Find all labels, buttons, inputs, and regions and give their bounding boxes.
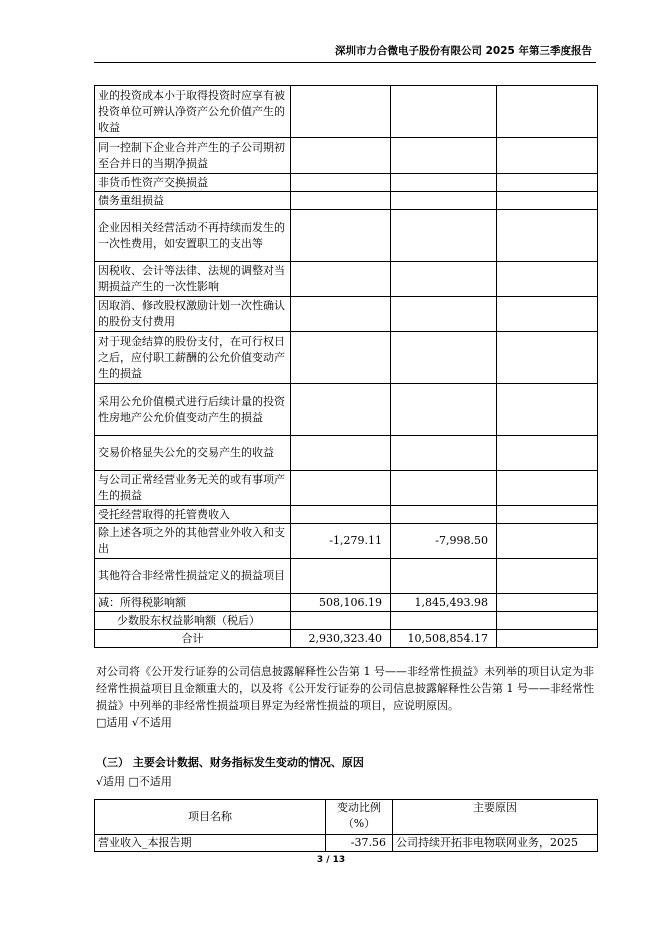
table-row xyxy=(95,138,598,174)
table-row xyxy=(95,262,598,297)
ytd-value xyxy=(391,174,497,192)
note-cell xyxy=(497,612,598,630)
note-cell xyxy=(497,262,598,297)
note-cell xyxy=(497,174,598,192)
current-value xyxy=(291,138,391,174)
note-cell xyxy=(497,138,598,174)
row-label: 因税收、会计等法律、法规的调整对当期损益产生的一次性影响 xyxy=(95,262,291,297)
table-row xyxy=(95,297,598,332)
current-value xyxy=(291,384,391,436)
row-label: 非货币性资产交换损益 xyxy=(95,174,291,192)
current-value xyxy=(291,612,391,630)
table-header-row xyxy=(95,800,598,835)
ytd-value: -7,998.50 xyxy=(391,524,497,559)
ytd-value xyxy=(391,612,497,630)
note-cell xyxy=(497,297,598,332)
note-cell xyxy=(497,86,598,138)
ytd-value: 1,845,493.98 xyxy=(391,594,497,612)
table-row xyxy=(95,192,598,210)
current-value xyxy=(291,262,391,297)
page-number: 3 / 13 xyxy=(316,855,346,865)
row-label: 受托经营取得的托管费收入 xyxy=(95,506,291,524)
current-value xyxy=(291,332,391,384)
header-ratio: 变动比例（%） xyxy=(326,800,393,835)
current-value: 508,106.19 xyxy=(291,594,391,612)
note-cell xyxy=(497,630,598,648)
current-value xyxy=(291,506,391,524)
note-cell xyxy=(497,594,598,612)
note-cell xyxy=(497,471,598,506)
row-label: 对于现金结算的股份支付，在可行权日之后，应付职工薪酬的公允价值变动产生的损益 xyxy=(95,332,291,384)
current-value xyxy=(291,559,391,594)
note-cell xyxy=(497,384,598,436)
note-cell xyxy=(497,192,598,210)
row-label: 采用公允价值模式进行后续计量的投资性房地产公允价值变动产生的损益 xyxy=(95,384,291,436)
table-row xyxy=(95,86,598,138)
note-cell xyxy=(497,524,598,559)
row-label: 企业因相关经营活动不再持续而发生的一次性费用，如安置职工的支出等 xyxy=(95,210,291,262)
note-cell xyxy=(497,436,598,471)
table-row xyxy=(95,612,598,630)
section-title: （三） 主要会计数据、财务指标发生变动的情况、原因 xyxy=(96,756,364,769)
table-row xyxy=(95,559,598,594)
ytd-value xyxy=(391,506,497,524)
table-row xyxy=(95,471,598,506)
header-item: 项目名称 xyxy=(95,800,326,835)
table-row xyxy=(95,506,598,524)
table-row xyxy=(95,594,598,612)
ytd-value xyxy=(391,192,497,210)
note-cell xyxy=(497,559,598,594)
table-row xyxy=(95,332,598,384)
section-applicability: √适用 □不适用 xyxy=(96,775,172,788)
table-row xyxy=(95,174,598,192)
row-label: 合计 xyxy=(95,630,291,648)
ytd-value xyxy=(391,471,497,506)
row-label: 交易价格显失公允的交易产生的收益 xyxy=(95,436,291,471)
ytd-value xyxy=(391,559,497,594)
current-value xyxy=(291,174,391,192)
row-label: 债务重组损益 xyxy=(95,192,291,210)
table-row xyxy=(95,630,598,648)
note-cell xyxy=(497,506,598,524)
table-row xyxy=(95,524,598,559)
row-label: 因取消、修改股权激励计划一次性确认的股份支付费用 xyxy=(95,297,291,332)
change-reasons-table xyxy=(94,799,598,852)
note-applicability: □适用 √不适用 xyxy=(96,716,172,729)
main-reason: 公司持续开拓非电物联网业务，2025 xyxy=(393,835,598,852)
row-label: 减：所得税影响额 xyxy=(95,594,291,612)
ytd-value xyxy=(391,332,497,384)
row-label: 少数股东权益影响额（税后） xyxy=(95,612,291,630)
row-label: 同一控制下企业合并产生的子公司期初至合并日的当期净损益 xyxy=(95,138,291,174)
table-row xyxy=(95,436,598,471)
current-value xyxy=(291,210,391,262)
ytd-value xyxy=(391,436,497,471)
row-label: 其他符合非经常性损益定义的损益项目 xyxy=(95,559,291,594)
header-rule xyxy=(94,62,596,63)
ytd-value xyxy=(391,384,497,436)
ytd-value xyxy=(391,262,497,297)
ytd-value xyxy=(391,297,497,332)
row-label: 与公司正常经营业务无关的或有事项产生的损益 xyxy=(95,471,291,506)
current-value xyxy=(291,192,391,210)
ytd-value: 10,508,854.17 xyxy=(391,630,497,648)
row-label: 除上述各项之外的其他营业外收入和支出 xyxy=(95,524,291,559)
current-value: -1,279.11 xyxy=(291,524,391,559)
current-value xyxy=(291,471,391,506)
note-paragraph: 对公司将《公开发行证券的公司信息披露解释性公告第 1 号——非经常性损益》未列举的项目认定为非经常性损益项目且金额重大的，以及将《公开发行证券的公司信息披露解释性公告第 1 号——非经常性损益》中列举的非经常性损益项目界定为经常性损益的项目，应说明原因。 xyxy=(96,665,594,712)
row-label: 业的投资成本小于取得投资时应享有被投资单位可辨认净资产公允价值产生的收益 xyxy=(95,86,291,138)
current-value: 2,930,323.40 xyxy=(291,630,391,648)
note-cell xyxy=(497,332,598,384)
table-row xyxy=(95,384,598,436)
ytd-value xyxy=(391,210,497,262)
table-row xyxy=(95,210,598,262)
non-recurring-items-table xyxy=(94,85,598,648)
item-name: 营业收入_本报告期 xyxy=(95,835,326,852)
change-ratio: -37.56 xyxy=(326,835,393,852)
note-cell xyxy=(497,210,598,262)
current-value xyxy=(291,86,391,138)
current-value xyxy=(291,297,391,332)
ytd-value xyxy=(391,138,497,174)
current-value xyxy=(291,436,391,471)
header-reason: 主要原因 xyxy=(393,800,598,835)
ytd-value xyxy=(391,86,497,138)
page-header: 深圳市力合微电子股份有限公司 2025 年第三季度报告 xyxy=(334,45,592,57)
table-row xyxy=(95,835,598,852)
